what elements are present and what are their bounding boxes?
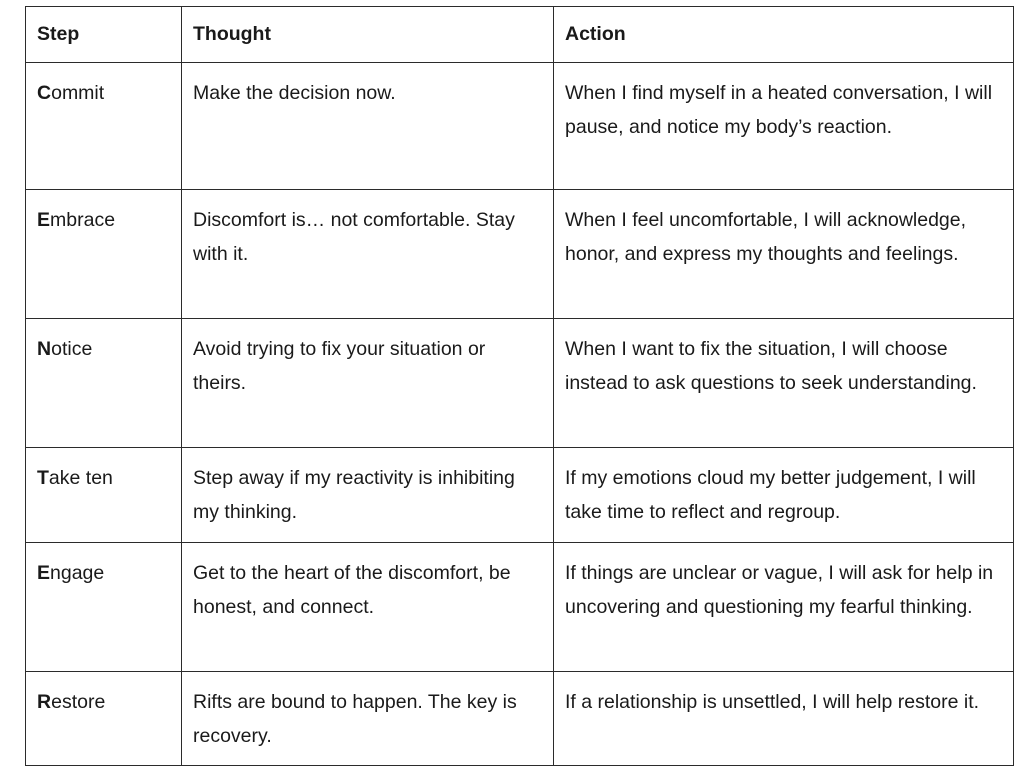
step-rest: ake ten [48,467,113,489]
table-row [26,190,1014,319]
step-initial: R [37,691,52,713]
step-initial: C [37,82,52,104]
thought-cell: Rifts are bound to happen. The key is recovery. [182,672,554,766]
action-cell: When I find myself in a heated conversation, I will pause, and notice my body’s reaction. [554,63,1014,190]
action-cell: When I feel uncomfortable, I will acknowledge, honor, and express my thoughts and feelings. [554,190,1014,319]
step-initial: E [37,209,51,231]
table-row [26,319,1014,448]
action-cell: If my emotions cloud my better judgement, I will take time to reflect and regroup. [554,448,1014,543]
step-cell [26,319,182,448]
step-rest: ngage [50,562,105,584]
thought-cell: Make the decision now. [182,63,554,190]
step-cell [26,190,182,319]
step-rest: otice [51,338,93,360]
header-action: Action [554,7,1014,63]
thought-cell: Get to the heart of the discomfort, be honest, and connect. [182,543,554,672]
step-cell [26,543,182,672]
action-cell: If a relationship is unsettled, I will help restore it. [554,672,1014,766]
step-rest: ommit [51,82,105,104]
thought-cell: Discomfort is… not comfortable. Stay with it. [182,190,554,319]
thought-cell: Avoid trying to fix your situation or theirs. [182,319,554,448]
step-rest: estore [51,691,106,713]
step-initial: E [37,562,51,584]
table-row [26,63,1014,190]
table-row [26,543,1014,672]
center-steps-table [25,6,1014,766]
step-cell [26,63,182,190]
table-row [26,448,1014,543]
step-initial: N [37,338,52,360]
thought-cell: Step away if my reactivity is inhibiting my thinking. [182,448,554,543]
step-cell [26,672,182,766]
action-cell: When I want to fix the situation, I will choose instead to ask questions to seek understanding. [554,319,1014,448]
step-cell [26,448,182,543]
header-thought: Thought [182,7,554,63]
step-rest: mbrace [50,209,116,231]
header-step: Step [26,7,182,63]
action-cell: If things are unclear or vague, I will ask for help in uncovering and questioning my fearful thinking. [554,543,1014,672]
table-header-row [26,7,1014,63]
table-row [26,672,1014,766]
step-initial: T [37,467,49,489]
